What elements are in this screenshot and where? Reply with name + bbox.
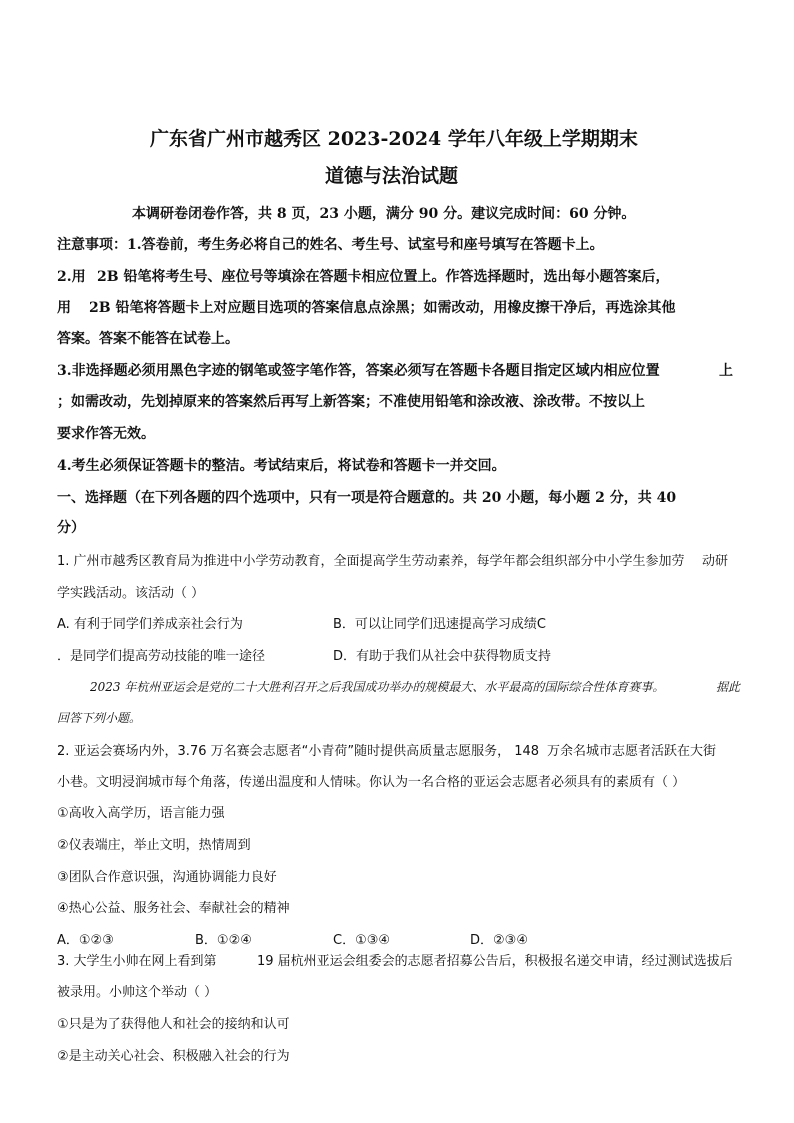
section-heading: 一、选择题（在下列各题的四个选项中，只有一项是符合题意的。共 20 小题，每小题 2 分，共 40 bbox=[57, 490, 677, 506]
notes-line-6: ；如需改动，先划掉原来的答案然后再写上新答案；不准使用铅笔和涂改液、涂改带。不按以上 bbox=[57, 394, 645, 410]
q1-option-d: D．有助于我们从社会中获得物质支持 bbox=[333, 649, 552, 664]
q1-option-a: A. 有利于同学们养成亲社会行为 bbox=[57, 617, 243, 632]
q2-option-c: C．①③④ bbox=[333, 933, 391, 948]
q2-stem-line-2: 小巷。文明浸润城市每个角落，传递出温度和人情味。你认为一名合格的亚运会志愿者必须具有的素质有（ ） bbox=[57, 775, 686, 790]
notes-line-3b: 2B 铅笔将答题卡上对应题目选项的答案信息点涂黑；如需改动，用橡皮擦干净后，再选涂其他 bbox=[89, 300, 676, 316]
notes-line-7: 要求作答无效。 bbox=[57, 426, 155, 442]
q2-item-2: ②仪表端庄，举止文明，热情周到 bbox=[57, 838, 251, 853]
q2-stem-line-1: 2. 亚运会赛场内外，3.76 万名赛会志愿者“小青荷”随时提供高质量志愿服务， 148 bbox=[57, 744, 540, 759]
q2-item-4: ④热心公益、服务社会、奉献社会的精神 bbox=[57, 901, 290, 916]
notes-line-5: 3.非选择题必须用黑色字迹的钢笔或签字笔作答，答案必须写在答题卡各题目指定区域内相应位置 bbox=[57, 363, 660, 379]
q1-option-b: B．可以让同学们迅速提高学习成绩C bbox=[333, 617, 546, 632]
exam-intro: 本调研卷闭卷作答，共 8 页，23 小题，满分 90 分。建议完成时间：60 分钟。 bbox=[132, 206, 636, 222]
section-heading-cont: 分） bbox=[57, 520, 85, 536]
q2-stem-line-1b: 万余名城市志愿者活跃在大街 bbox=[547, 744, 717, 759]
q2-item-1: ①高收入高学历，语言能力强 bbox=[57, 806, 225, 821]
q2-option-a: A．①②③ bbox=[57, 933, 114, 948]
notes-line-2a: 2.用 bbox=[57, 269, 86, 285]
notes-line-4: 答案。答案不能答在试卷上。 bbox=[57, 331, 239, 347]
notes-line-8: 4.考生必须保证答题卡的整洁。考试结束后，将试卷和答题卡一并交回。 bbox=[57, 458, 506, 474]
document-title: 广东省广州市越秀区 2023-2024 学年八年级上学期期末 bbox=[150, 128, 638, 150]
q3-item-2: ②是主动关心社会、积极融入社会的行为 bbox=[57, 1049, 290, 1064]
passage-line-1b: 据此 bbox=[716, 680, 741, 694]
notes-line-3a: 用 bbox=[57, 300, 71, 316]
passage-line-2: 回答下列小题。 bbox=[57, 711, 142, 725]
q2-item-3: ③团队合作意识强，沟通协调能力良好 bbox=[57, 870, 277, 885]
q1-stem-line-1b: 动研 bbox=[702, 554, 729, 569]
q3-item-1: ①只是为了获得他人和社会的接纳和认可 bbox=[57, 1017, 290, 1032]
document-subtitle: 道德与法治试题 bbox=[325, 165, 459, 187]
q3-stem-line-2: 被录用。小帅这个举动（ ） bbox=[57, 985, 218, 1000]
notes-line-1: 注意事项：1.答卷前，考生务必将自己的姓名、考生号、试室号和座号填写在答题卡上。 bbox=[57, 237, 604, 253]
passage-line-1: 2023 年杭州亚运会是党的二十大胜利召开之后我国成功举办的规模最大、水平最高的国际综合性体育赛事。 bbox=[90, 680, 665, 694]
q3-stem-line-1b: 19 届杭州亚运会组委会的志愿者招募公告后，积极报名递交申请，经过测试选拔后 bbox=[257, 954, 733, 969]
q2-option-b: B．①②④ bbox=[195, 933, 252, 948]
q1-stem-line-2: 学实践活动。该活动（ ） bbox=[57, 586, 205, 601]
q3-stem-line-1: 3. 大学生小帅在网上看到第 bbox=[57, 954, 217, 969]
q2-option-d: D．②③④ bbox=[470, 933, 528, 948]
notes-line-5b: 上 bbox=[719, 363, 733, 379]
q1-option-c: ．是同学们提高劳动技能的唯一途径 bbox=[57, 649, 266, 664]
notes-line-2b: 2B 铅笔将考生号、座位号等填涂在答题卡相应位置上。作答选择题时，选出每小题答案后， bbox=[97, 269, 670, 285]
q1-stem-line-1: 1. 广州市越秀区教育局为推进中小学劳动教育，全面提高学生劳动素养，每学年都会组织部分中小学生参加劳 bbox=[57, 554, 685, 569]
